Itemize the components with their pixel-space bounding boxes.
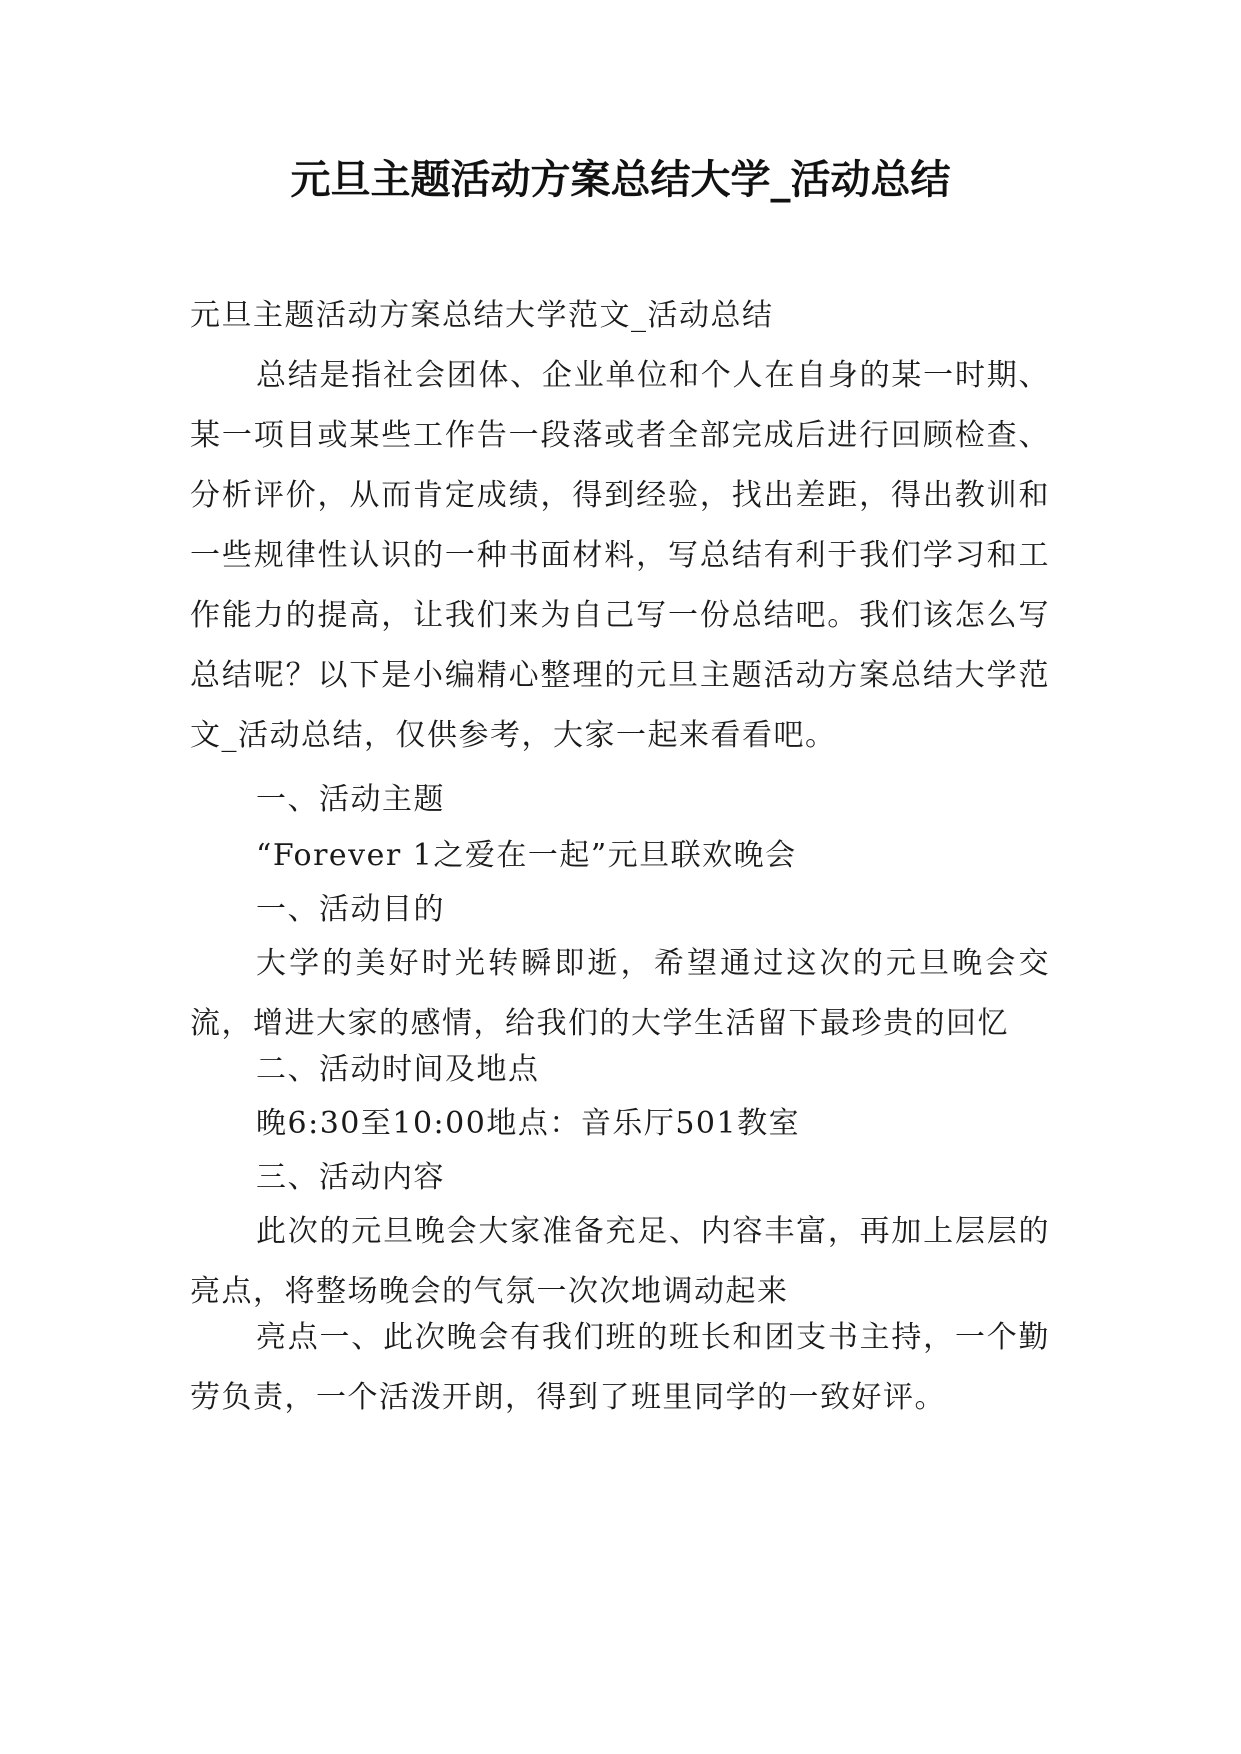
section-heading-time-location: 二、活动时间及地点 xyxy=(256,1052,540,1087)
highlight-paragraph: 亮点一、此次晚会有我们班的班长和团支书主持，一个勤劳负责，一个活泼开朗，得到了班里同学的一致好评。 xyxy=(190,1320,1050,1415)
intro-paragraph: 总结是指社会团体、企业单位和个人在自身的某一时期、某一项目或某些工作告一段落或者全部完成后进行回顾检查、分析评价，从而肯定成绩，得到经验，找出差距，得出教训和一些规律性认识的一种书面材料，写总结有利于我们学习和工作能力的提高，让我们来为自己写一份总结吧。我们该怎么写总结呢？以下是小编精心整理的元旦主题活动方案总结大学范文_活动总结，仅供参考，大家一起来看看吧。 xyxy=(190,358,1050,753)
content-paragraph: 此次的元旦晚会大家准备充足、内容丰富，再加上层层的亮点，将整场晚会的气氛一次次地调动起来 xyxy=(190,1214,1050,1309)
document-title: 元旦主题活动方案总结大学_活动总结 xyxy=(290,156,951,203)
purpose-paragraph: 大学的美好时光转瞬即逝，希望通过这次的元旦晚会交流，增进大家的感情，给我们的大学生活留下最珍贵的回忆 xyxy=(190,946,1050,1041)
intro-heading: 元旦主题活动方案总结大学范文_活动总结 xyxy=(190,298,774,333)
section-heading-theme: 一、活动主题 xyxy=(256,782,445,817)
section-heading-content: 三、活动内容 xyxy=(256,1160,445,1195)
section-heading-purpose: 一、活动目的 xyxy=(256,892,445,927)
theme-text: “Forever 1之爱在一起”元旦联欢晚会 xyxy=(256,838,797,873)
time-location-text: 晚6:30至10:00地点：音乐厅501教室 xyxy=(256,1106,801,1141)
